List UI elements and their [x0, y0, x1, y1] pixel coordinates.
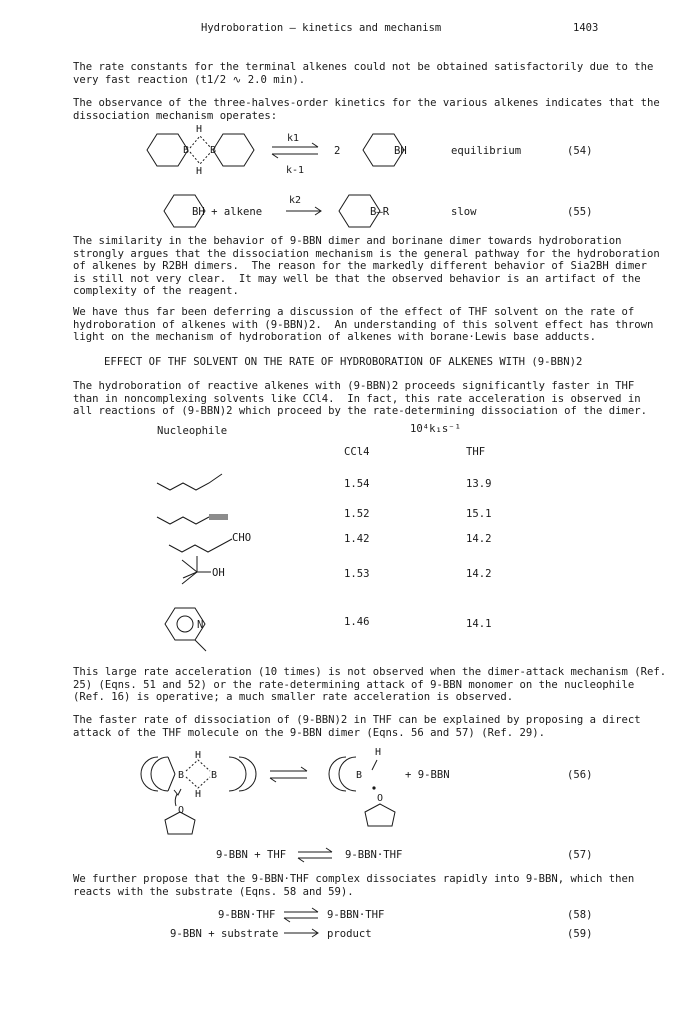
complex-h: H [375, 747, 382, 758]
boron-right: B [211, 770, 218, 781]
equation-number-54: (54) [567, 145, 593, 157]
table-row-1-ccl4: 1.54 [344, 478, 370, 490]
n-label: N [197, 619, 204, 631]
coefficient-2: 2 [334, 145, 341, 157]
table-row-3-ccl4: 1.42 [344, 533, 370, 545]
page-number: 1403 [573, 22, 599, 34]
eq58-right: 9-BBN·THF [327, 909, 385, 921]
bh-ring-55 [164, 195, 205, 227]
paragraph-three-halves-order: The observance of the three-halves-order kinetics for the various alkenes indicates that the dissociation mechanism operates: [73, 97, 660, 122]
equation-number-58: (58) [567, 909, 593, 921]
cho-label: CHO [232, 532, 252, 544]
table-row-5-thf: 14.1 [466, 618, 492, 630]
table-row-4-ccl4: 1.53 [344, 568, 370, 580]
table-header-thf: THF [466, 446, 486, 458]
bridge-h-bottom: H [195, 789, 202, 800]
equation-number-56: (56) [567, 769, 593, 781]
equilibrium-label: equilibrium [451, 145, 522, 157]
oh-label: OH [212, 567, 225, 579]
running-title: Hydroboration — kinetics and mechanism [201, 22, 442, 34]
table-row-4-thf: 14.2 [466, 568, 492, 580]
br-label-55: B—R [370, 206, 390, 218]
section-heading: EFFECT OF THF SOLVENT ON THE RATE OF HYDROBORATION OF ALKENES WITH (9-BBN)2 [104, 356, 583, 368]
k1-label: k1 [287, 133, 300, 144]
slow-label: slow [451, 206, 477, 218]
paragraph-faster-dissociation: The faster rate of dissociation of (9-BBN)2 in THF can be explained by proposing a direct attack of the THF molecule on the 9-BBN dimer (Eqns. 56 and 57) (Ref. 29). [73, 714, 641, 739]
eq59-right: product [327, 928, 372, 940]
eq59-left: 9-BBN + substrate [170, 928, 279, 940]
bh-label-54: BH [394, 145, 407, 157]
eq57-right: 9-BBN·THF [345, 849, 403, 861]
equilibrium-arrows-54 [272, 133, 318, 176]
bh-ring-54 [363, 134, 404, 166]
hexene-structure [157, 474, 222, 490]
table-row-2-thf: 15.1 [466, 508, 492, 520]
tert-butanol-structure [182, 556, 211, 584]
k2-label: k2 [289, 195, 302, 206]
table-header-ccl4: CCl4 [344, 446, 370, 458]
dimer-thf-attack [141, 750, 256, 834]
dimer-b-left: B [183, 145, 190, 156]
paragraph-further-propose: We further propose that the 9-BBN·THF complex dissociates rapidly into 9-BBN, which then reacts with the substrate (Eqns. 58 and 59). [73, 873, 635, 898]
table-header-nucleophile: Nucleophile [157, 425, 228, 437]
dimer-b-right: B [210, 145, 217, 156]
eq58-left: 9-BBN·THF [218, 909, 276, 921]
table-row-2-ccl4: 1.52 [344, 508, 370, 520]
dimer-structure [147, 124, 254, 177]
paragraph-thf-deferral: We have thus far been deferring a discussion of the effect of THF solvent on the rate of hydroboration of alkenes with (9-BBN)2. An understanding of this solvent effect has thrown light on the mechanism of hydroboration of alkenes with borane·Lewis base adducts. [73, 306, 654, 344]
table-header-rate: 10⁴k₁s⁻¹ [410, 423, 462, 435]
bridge-h-top: H [195, 750, 202, 761]
hexyne-structure [157, 517, 209, 524]
paragraph-similarity: The similarity in the behavior of 9-BBN dimer and borinane dimer towards hydroboration strongly argues that the dissociation mechanism is the general pathway for the hydroboration of alkenes by R2BH dimers. The reason for the markedly different behavior of Sia2BH dimer is still not very clear. It may well be that the observed behavior is an artifact of the complexity of the reagent. [73, 235, 660, 298]
table-row-1-thf: 13.9 [466, 478, 492, 490]
eq57-left: 9-BBN + THF [216, 849, 287, 861]
equation-number-59: (59) [567, 928, 593, 940]
dimer-h-top: H [196, 124, 203, 135]
dimer-h-bottom: H [196, 166, 203, 177]
k-minus-1-label: k-1 [286, 165, 305, 176]
table-row-3-thf: 14.2 [466, 533, 492, 545]
equation-number-57: (57) [567, 849, 593, 861]
boron-left: B [178, 770, 185, 781]
table-row-5-ccl4: 1.46 [344, 616, 370, 628]
pyridine-structure [165, 608, 206, 651]
paragraph-large-acceleration: This large rate acceleration (10 times) is not observed when the dimer-attack mechanism (Ref. 25) (Eqns. 51 and 52) or the rate-determining attack of 9-BBN monomer on the nucleophile (Ref. 16) is operative; a much smaller rate acceleration is observed. [73, 666, 667, 704]
complex-oxygen: O [377, 793, 384, 804]
bbn-thf-complex [329, 747, 395, 826]
paragraph-rate-acceleration: The hydroboration of reactive alkenes with (9-BBN)2 proceeds significantly faster in THF than in noncomplexing solvents like CCl4. In fact, this rate acceleration is observed in all reactions of (9-BBN)2 which proceed by the rate-determining dissociation of the dimer. [73, 380, 648, 418]
br-ring-55 [339, 195, 380, 227]
plus-9-bbn: + 9-BBN [405, 769, 450, 781]
thf-oxygen: O [178, 805, 185, 816]
complex-boron: B [356, 770, 363, 781]
aldehyde-structure [169, 539, 232, 552]
bh-alkene-label: BH + alkene [192, 206, 263, 218]
equation-number-55: (55) [567, 206, 593, 218]
paragraph-terminal-alkenes: The rate constants for the terminal alkenes could not be obtained satisfactorily due to the very fast reaction (t1/2 ∿ 2.0 min). [73, 61, 654, 86]
